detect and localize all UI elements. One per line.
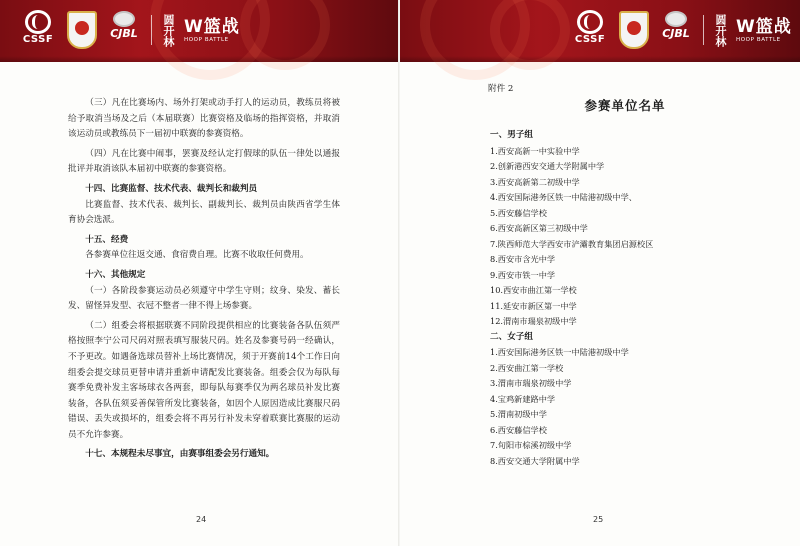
section-heading: 十五、经费 xyxy=(85,234,129,245)
cssf-logo-text: CSSF xyxy=(574,34,606,45)
list-item: 6.西安高新区第三初级中学 xyxy=(490,223,588,233)
cssf-logo-text: CSSF xyxy=(22,34,54,45)
paragraph: （三）凡在比赛场内、场外打架或动手打人的运动员，教练员将被给予取消当场及之后（本届联赛）比赛资格及临场的指挥资格，并取消该运动员或教练员下一届初中联赛的参赛资格。 xyxy=(68,98,340,140)
school-shield-logo xyxy=(67,11,97,49)
participant-list xyxy=(490,82,750,469)
list-item: 7.陕西师范大学西安市浐灞教育集团启源校区 xyxy=(490,238,654,249)
annex-label: 附件 2 xyxy=(488,84,514,94)
school-shield-logo xyxy=(619,11,649,49)
hoop-battle-logo xyxy=(184,17,240,43)
logo-divider xyxy=(151,15,152,45)
list-item: 4.西安国际港务区铁一中陆港初级中学、 xyxy=(490,192,637,202)
list-item: 7.旬阳市棕溪初级中学 xyxy=(490,440,572,450)
cjbl-logo-text: CJBL xyxy=(110,27,138,40)
vertical-logo-text: 圆开林 xyxy=(714,13,727,47)
list-item: 10.西安市曲江第一学校 xyxy=(490,285,577,295)
paragraph: （二）组委会将根据联赛不同阶段提供相应的比赛装备各队伍须严格按照李宁公司尺码对照表填写服装尺码。姓名及参赛号码一经确认，不予更改。如遇备选球员替补上场比赛情况，须于开赛前14个工作日向组委会提交球员更替申请并重新申请配发比赛装备。组委会仅为每队每赛季免费补发主客场球衣各两套，即每队每赛季仅为两名球员补发比赛装备，各队伍须妥善保管所发比赛装备，如因个人原因造成比赛服尺码错误、丢失或损坏的，组委会将不再另行补发未穿着联赛比赛服的运动员不允许参赛。 xyxy=(68,320,340,440)
cjbl-logo-text: CJBL xyxy=(662,27,690,40)
cjbl-logo xyxy=(656,11,696,49)
list-item: 12.渭南市瑞泉初级中学 xyxy=(490,316,577,326)
list-item: 3.西安高新第二初级中学 xyxy=(490,176,580,187)
header-banner xyxy=(0,0,400,62)
list-item: 9.西安市铁一中学 xyxy=(490,269,556,280)
list-item: 6.西安藤信学校 xyxy=(490,424,547,435)
list-item: 5.渭南初级中学 xyxy=(490,409,547,419)
header-banner xyxy=(400,0,800,62)
list-item: 1.西安高新一中实验中学 xyxy=(490,145,580,156)
list-item: 2.创新港西安交通大学附属中学 xyxy=(490,161,605,171)
paragraph: （一）各阶段参赛运动员必须遵守中学生守则；纹身、染发、蓄长发、留怪异发型、衣冠不整者一律不得上场参赛。 xyxy=(68,285,340,312)
sponsor-logos xyxy=(568,10,792,50)
vertical-logo-text: 圆开林 xyxy=(162,13,175,47)
vertical-logo xyxy=(159,13,177,47)
paragraph: 各参赛单位往返交通、食宿费自理。比赛不收取任何费用。 xyxy=(85,250,309,261)
cjbl-logo xyxy=(104,11,144,49)
regulations-text xyxy=(68,96,340,463)
group-title-boys: 一、男子组 xyxy=(490,130,533,140)
hoop-battle-en: HOOP BATTLE xyxy=(184,37,229,43)
list-item: 3.渭南市瑞泉初级中学 xyxy=(490,378,572,388)
cssf-mark-icon xyxy=(577,10,603,34)
vertical-logo xyxy=(711,13,729,47)
sponsor-logos xyxy=(16,10,240,50)
hoop-battle-cn: W篮战 xyxy=(184,17,240,37)
page-number: 25 xyxy=(593,515,604,524)
cssf-mark-icon xyxy=(25,10,51,34)
section-heading: 十六、其他规定 xyxy=(85,269,146,280)
page-right xyxy=(400,0,800,546)
list-item: 5.西安藤信学校 xyxy=(490,207,547,218)
list-item: 11.延安市新区第一中学 xyxy=(490,300,577,311)
hoop-battle-cn: W篮战 xyxy=(736,17,792,37)
list-item: 8.西安交通大学附属中学 xyxy=(490,455,580,466)
paragraph: （四）凡在比赛中闹事，罢赛及经认定打假球的队伍一律处以通报批评并取消该队本届初中联赛的参赛资格。 xyxy=(68,148,340,175)
hoop-battle-en: HOOP BATTLE xyxy=(736,37,781,43)
list-item: 1.西安国际港务区铁一中陆港初级中学 xyxy=(490,347,629,357)
cssf-logo xyxy=(568,10,612,50)
list-item: 4.宝鸡新建路中学 xyxy=(490,393,556,404)
page-title: 参赛单位名单 xyxy=(584,98,666,113)
section-heading: 十七、本规程未尽事宜，由赛事组委会另行通知。 xyxy=(85,449,275,460)
hoop-battle-logo xyxy=(736,17,792,43)
section-heading: 十四、比赛监督、技术代表、裁判长和裁判员 xyxy=(85,183,258,194)
list-item: 8.西安市含光中学 xyxy=(490,254,556,264)
basketball-icon xyxy=(113,11,135,27)
group-title-girls: 二、女子组 xyxy=(490,331,533,342)
paragraph: 比赛监督、技术代表、裁判长、副裁判长、裁判员由陕西省学生体育协会选派。 xyxy=(68,199,340,226)
basketball-icon xyxy=(665,11,687,27)
page-number: 24 xyxy=(196,515,207,524)
logo-divider xyxy=(703,15,704,45)
cssf-logo xyxy=(16,10,60,50)
list-item: 2.西安曲江第一学校 xyxy=(490,362,564,373)
